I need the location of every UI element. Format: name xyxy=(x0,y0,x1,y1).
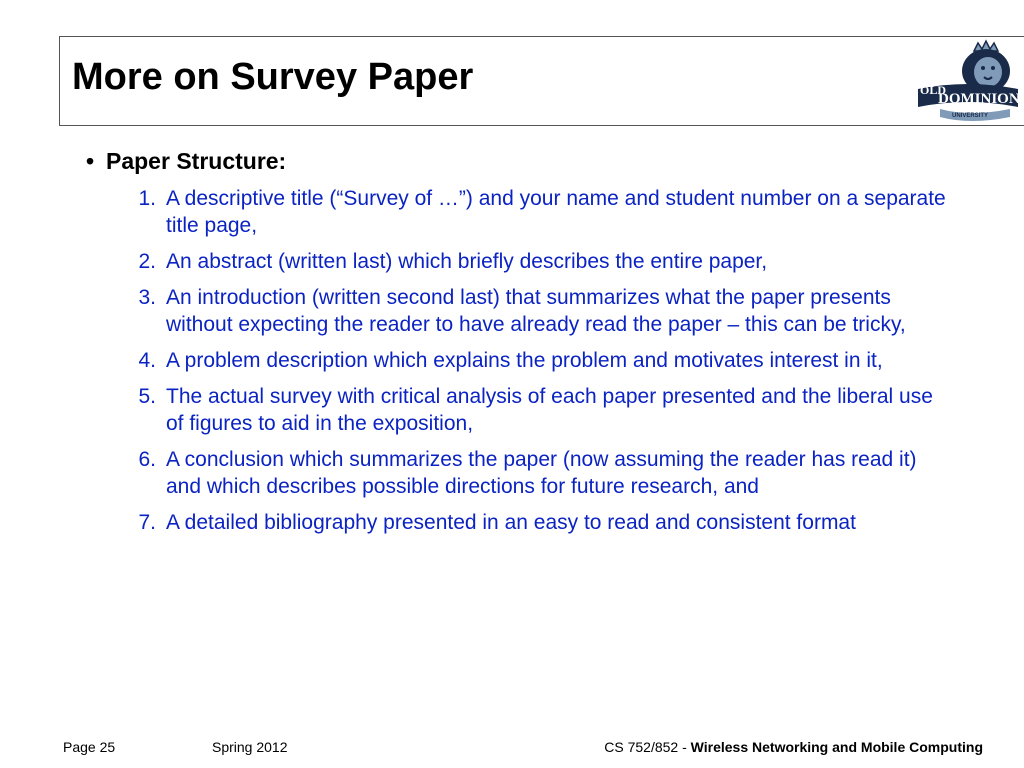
bullet-heading-text: Paper Structure: xyxy=(106,148,287,174)
logo-text-university: UNIVERSITY xyxy=(952,113,989,119)
list-item-text: The actual survey with critical analysis of each paper presented and the liberal use of figures to aid in the exposition, xyxy=(166,385,933,435)
logo-text-dominion: DOMINION xyxy=(938,91,1020,107)
list-item-number: 4. xyxy=(138,349,156,372)
slide-content xyxy=(80,146,980,545)
list-item xyxy=(80,383,980,437)
list-item xyxy=(80,248,980,275)
footer-page-number: Page 25 xyxy=(63,739,116,755)
list-item-text: An introduction (written second last) that summarizes what the paper presents without expecting the reader to have already read the paper – this can be tricky, xyxy=(166,286,906,336)
numbered-list xyxy=(80,185,980,536)
bullet-heading xyxy=(80,146,980,176)
list-item xyxy=(80,185,980,239)
slide-title: More on Survey Paper xyxy=(72,56,474,98)
list-item-number: 1. xyxy=(138,187,156,210)
list-item-text: A problem description which explains the problem and motivates interest in it, xyxy=(166,349,883,372)
list-item-text: A detailed bibliography presented in an easy to read and consistent format xyxy=(166,511,856,534)
footer-course-name: Wireless Networking and Mobile Computing xyxy=(690,739,983,755)
list-item xyxy=(80,446,980,500)
footer-course-prefix: CS 752/852 - xyxy=(604,739,691,755)
old-dominion-lion-logo xyxy=(914,39,1022,125)
list-item xyxy=(80,509,980,536)
title-box xyxy=(59,36,1024,126)
list-item-number: 6. xyxy=(138,448,156,471)
list-item-number: 5. xyxy=(138,385,156,408)
list-item-number: 3. xyxy=(138,286,156,309)
list-item-number: 2. xyxy=(138,250,156,273)
list-item-text: A conclusion which summarizes the paper (now assuming the reader has read it) and which describes possible directions for future research, and xyxy=(166,448,917,498)
list-item-text: An abstract (written last) which briefly describes the entire paper, xyxy=(166,250,768,273)
bullet-icon: • xyxy=(86,148,95,174)
list-item xyxy=(80,347,980,374)
footer-term: Spring 2012 xyxy=(212,739,288,755)
footer-course xyxy=(604,738,983,756)
list-item xyxy=(80,284,980,338)
list-item-number: 7. xyxy=(138,511,156,534)
list-item-text: A descriptive title (“Survey of …”) and your name and student number on a separate title page, xyxy=(166,187,946,237)
logo-text-old: OLD xyxy=(920,83,947,97)
